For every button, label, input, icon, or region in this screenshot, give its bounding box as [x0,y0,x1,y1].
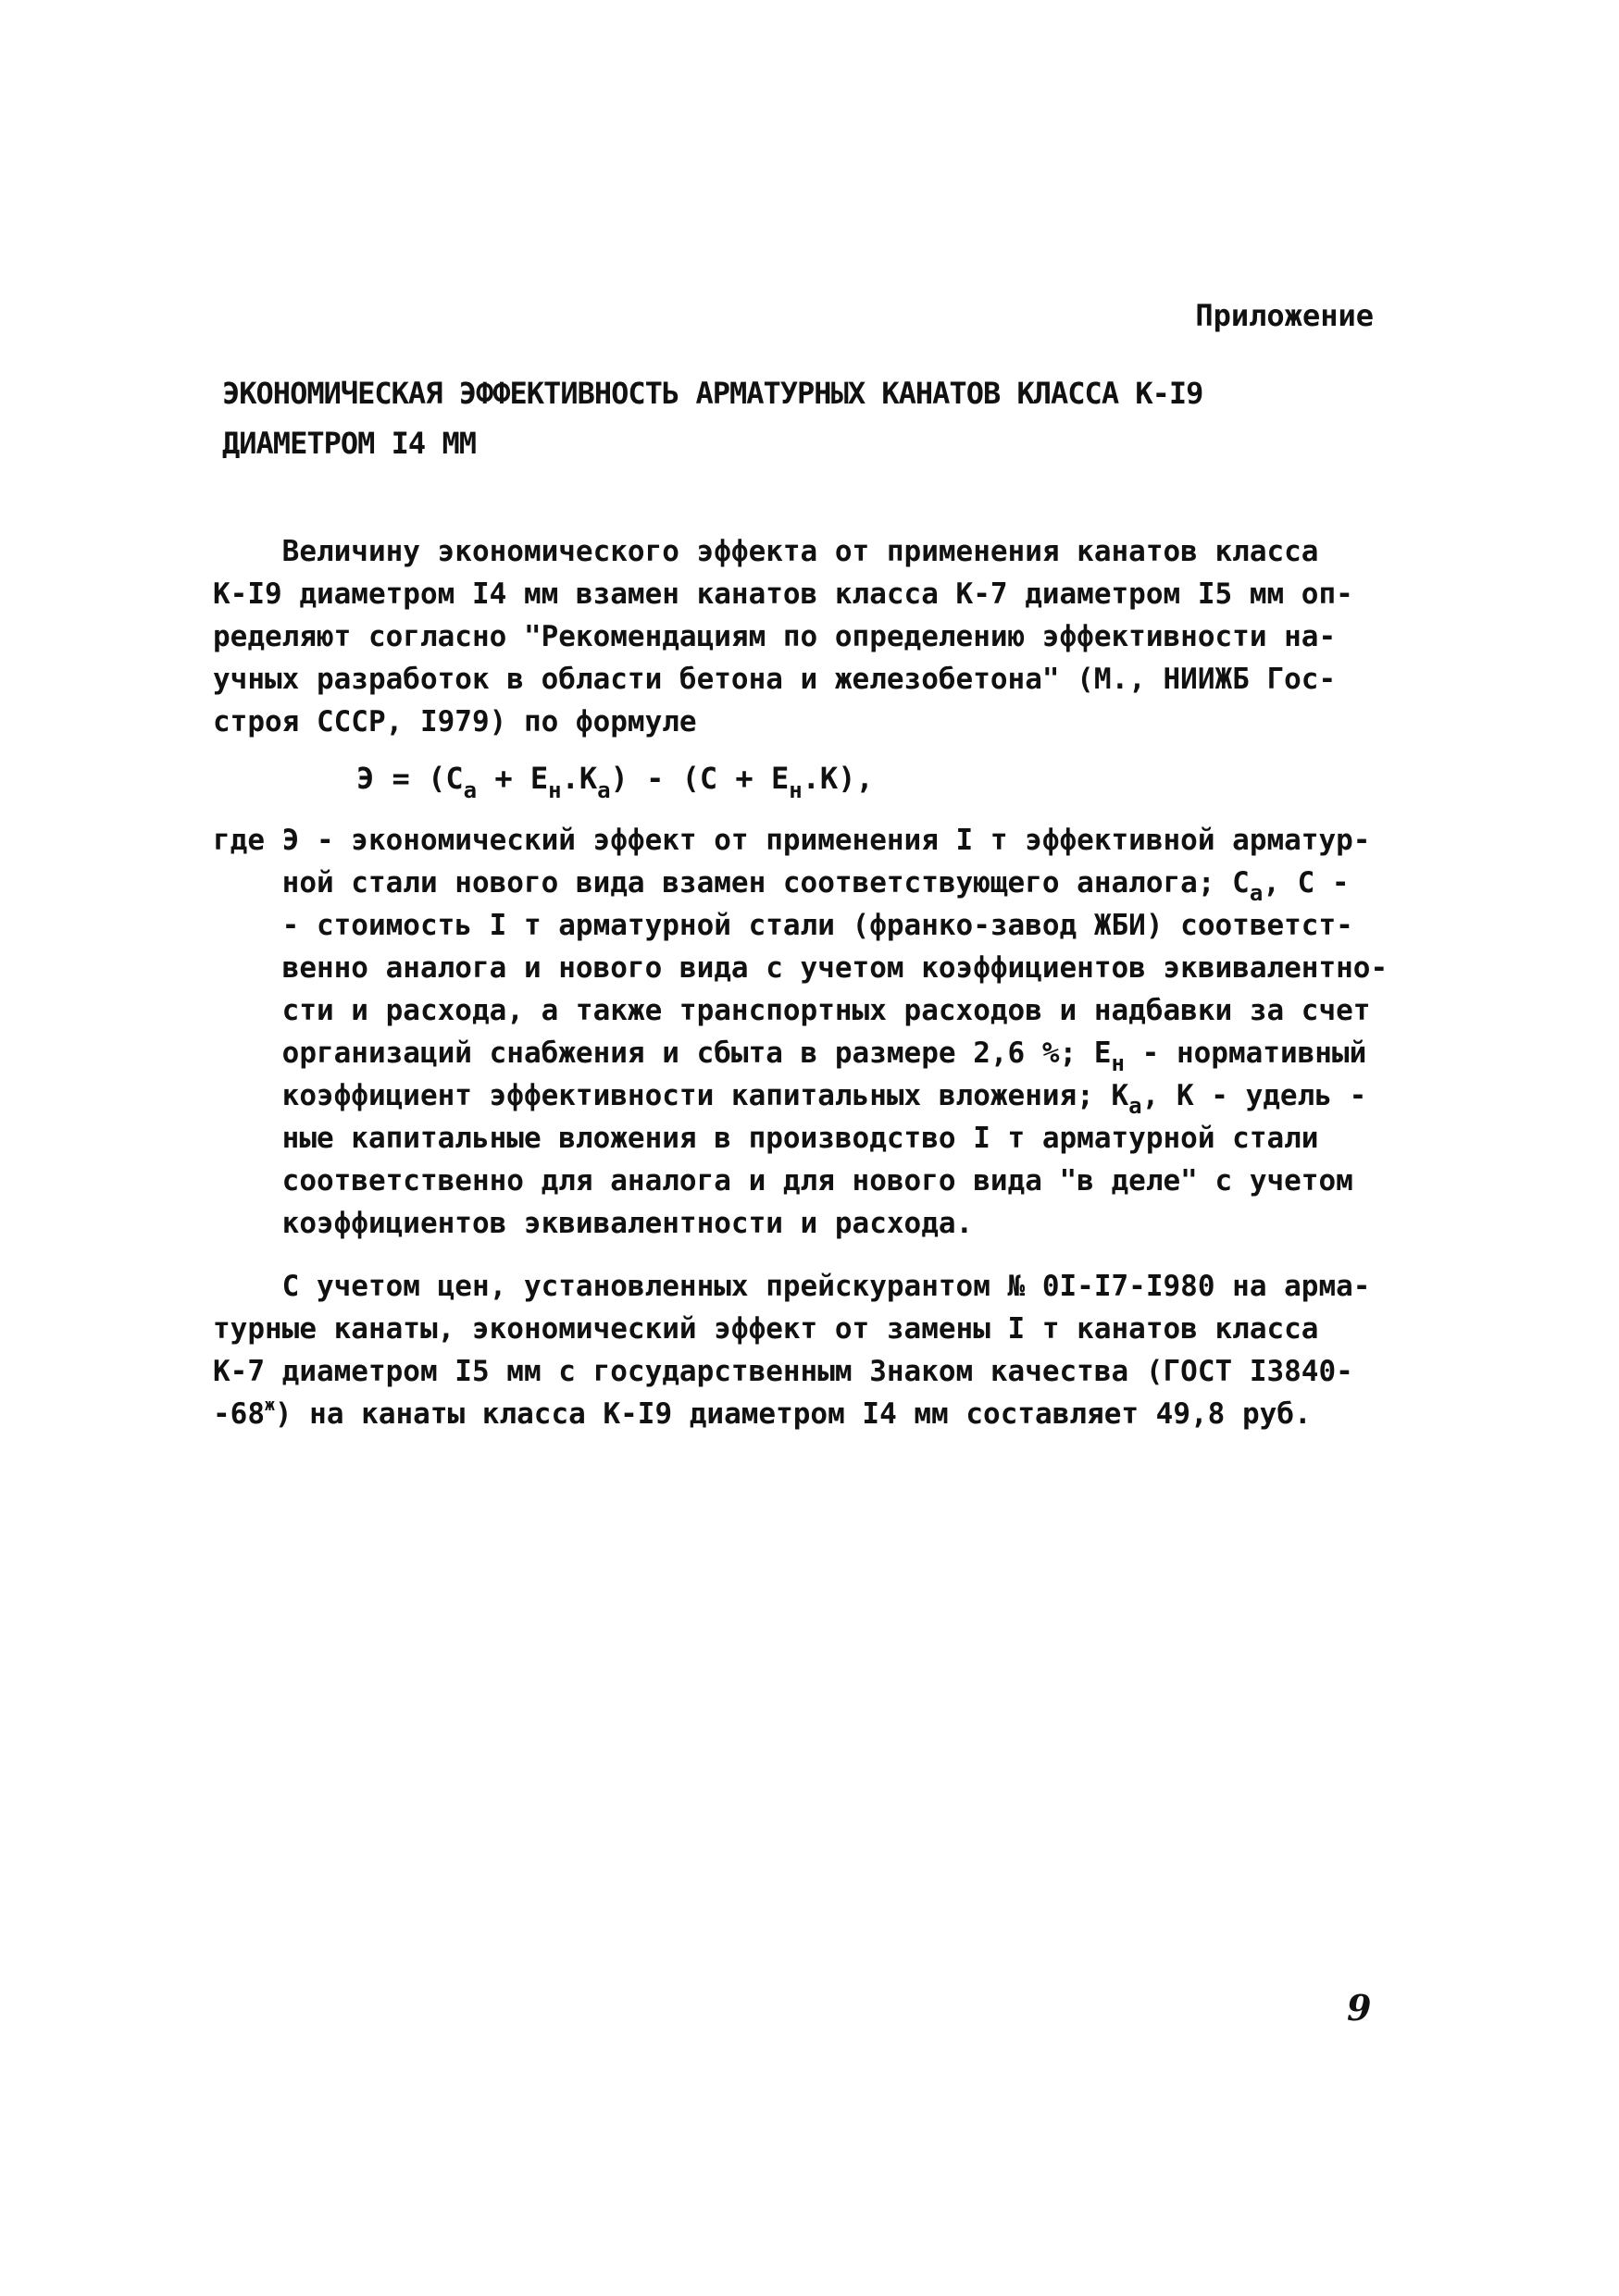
conclusion-paragraph [213,1265,1416,1435]
superscript: ж [265,1396,275,1415]
formula-subscript: н [548,777,562,803]
paragraph-line [213,1393,1416,1435]
page-number: 9 [1347,1987,1372,2029]
paragraph-line: венно аналога и нового вида с учетом коэффициентов эквивалентно- [213,951,1389,985]
paragraph-line: Величину экономического эффекта от применения канатов класса [213,535,1319,568]
paragraph-line: турные канаты, экономический эффект от замены I т канатов класса [213,1312,1319,1346]
paragraph-line: учных разработок в области бетона и железобетона" (М., НИИЖБ Гос- [213,663,1337,696]
paragraph-line: коэффициентов эквивалентности и расхода. [213,1207,974,1240]
paragraph-line: ные капитальные вложения в производство I т арматурной стали [213,1122,1319,1155]
formula-part: ) - (С + Е [610,761,790,796]
subscript: а [1249,880,1264,906]
formula-part: + Е [477,761,549,796]
document-title [222,368,1426,468]
subscript: н [1111,1050,1125,1076]
paragraph-line: К-7 диаметром I5 мм с государственным Знаком качества (ГОСТ I3840- [213,1355,1353,1388]
paragraph-line [213,862,1416,904]
line-text: , С - [1263,866,1350,900]
paragraph-line: - стоимость I т арматурной стали (франко-завод ЖБИ) соответст- [213,909,1353,942]
effect-formula [356,761,874,803]
paragraph-line: где Э - экономический эффект от применения I т эффективной арматур- [213,824,1371,857]
line-text: коэффициент эффективности капитальных вложения; К [213,1079,1129,1112]
formula-subscript: а [463,777,478,803]
paragraph-line: С учетом цен, установленных прейскурантом № 0I-I7-I980 на арма- [213,1270,1371,1303]
appendix-label: Приложение [1195,298,1374,333]
paragraph-line: ределяют согласно "Рекомендациям по определению эффективности на- [213,620,1337,653]
formula-subscript: н [789,777,803,803]
formula-subscript: а [597,777,611,803]
paragraph-line: К-I9 диаметром I4 мм взамен канатов класса К-7 диаметром I5 мм оп- [213,577,1353,611]
paragraph-line: строя СССР, I979) по формуле [213,705,697,738]
line-text: - нормативный [1124,1036,1367,1070]
definitions-paragraph [213,819,1416,1245]
line-text: ной стали нового вида взамен соответствующего аналога; С [213,866,1250,900]
formula-part: Э = (С [356,761,464,796]
subscript: а [1128,1093,1142,1119]
line-text: , К - удель - [1141,1079,1367,1112]
paragraph-line: сти и расхода, а также транспортных расходов и надбавки за счет [213,994,1371,1027]
formula-part: .К), [802,761,874,796]
paragraph-line [213,1074,1416,1117]
formula-part: .К [561,761,598,796]
title-line-2: ДИАМЕТРОМ I4 ММ [222,426,476,461]
intro-paragraph [213,530,1416,743]
line-text: ) на канаты класса К-I9 диаметром I4 мм составляет 49,8 руб. [274,1397,1312,1431]
line-text: организаций снабжения и сбыта в размере 2,6 %; Е [213,1036,1112,1070]
paragraph-line [213,1032,1416,1074]
line-text: -68 [213,1397,265,1431]
title-line-1: ЭКОНОМИЧЕСКАЯ ЭФФЕКТИВНОСТЬ АРМАТУРНЫХ КАНАТОВ КЛАССА К-I9 [222,376,1203,411]
paragraph-line: соответственно для аналога и для нового вида "в деле" с учетом [213,1164,1353,1198]
